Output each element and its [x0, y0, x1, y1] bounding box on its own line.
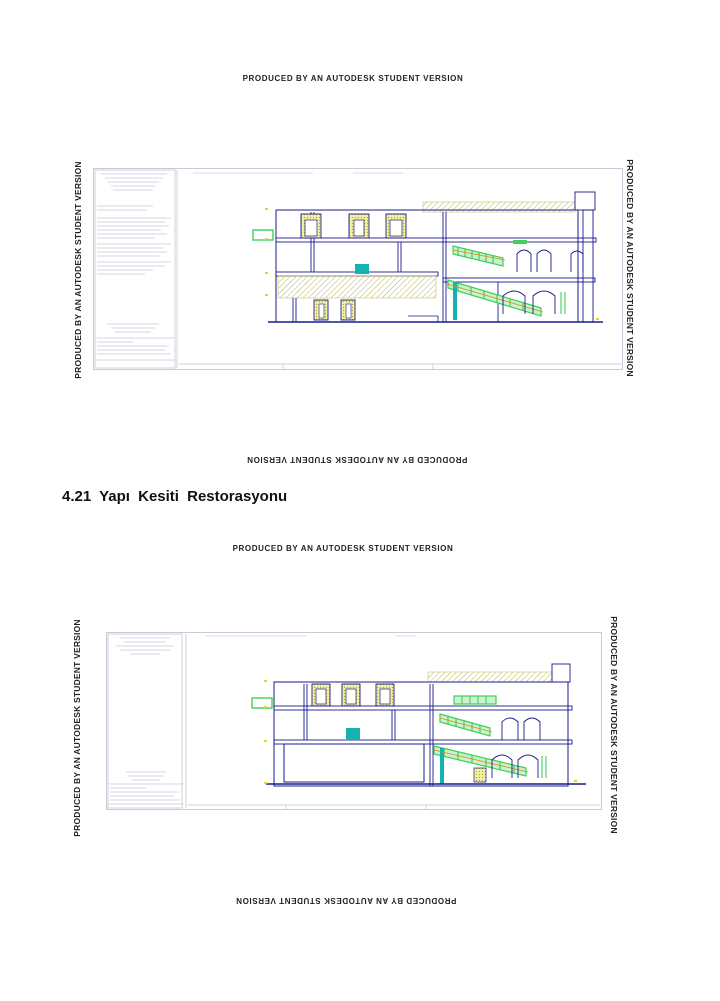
drawing-sheet-1 — [93, 168, 623, 370]
watermark-left-2: PRODUCED BY AN AUTODESK STUDENT VERSION — [72, 619, 82, 837]
building-section-1 — [253, 192, 603, 322]
section-drawing-1 — [93, 168, 623, 370]
building-section-2 — [252, 664, 586, 786]
cyan-block — [346, 728, 360, 740]
upper-windows-1 — [301, 214, 406, 238]
watermark-bottom-2: PRODUCED BY AN AUTODESK STUDENT VERSION — [235, 896, 457, 905]
watermark-bottom-1: PRODUCED BY AN AUTODESK STUDENT VERSION — [246, 455, 468, 464]
watermark-top-1: PRODUCED BY AN AUTODESK STUDENT VERSION — [242, 74, 464, 83]
sheet-border — [107, 633, 602, 810]
watermark-right-2: PRODUCED BY AN AUTODESK STUDENT VERSION — [609, 616, 619, 834]
watermark-right-1: PRODUCED BY AN AUTODESK STUDENT VERSION — [625, 159, 635, 377]
title-block — [108, 634, 182, 808]
drawing-sheet-2 — [106, 632, 602, 810]
watermark-left-1: PRODUCED BY AN AUTODESK STUDENT VERSION — [73, 161, 83, 379]
figure-caption: 4.21 Yapı Kesiti Restorasyonu — [62, 488, 288, 505]
section-drawing-2 — [106, 632, 602, 810]
stair-upper-1 — [453, 246, 503, 266]
cyan-block — [355, 264, 369, 274]
watermark-top-2: PRODUCED BY AN AUTODESK STUDENT VERSION — [232, 544, 454, 553]
